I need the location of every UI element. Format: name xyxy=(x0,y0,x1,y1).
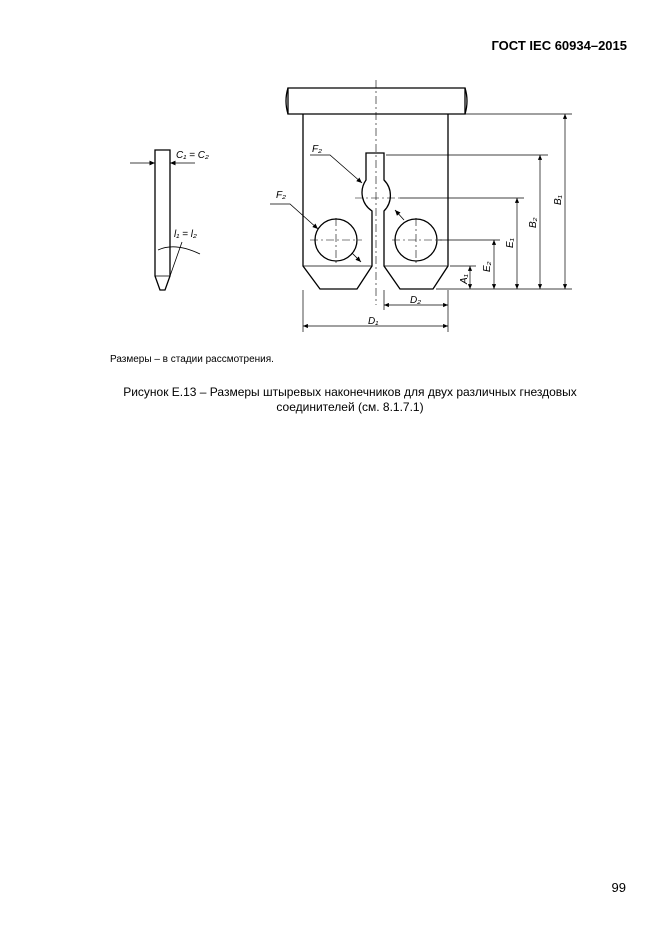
dimensions-note: Размеры – в стадии рассмотрения. xyxy=(110,354,274,365)
label-d2: D₂ xyxy=(410,295,422,306)
label-a1: A₁ xyxy=(459,274,470,284)
label-b2: B₂ xyxy=(528,217,539,228)
label-e2: E₂ xyxy=(482,261,493,272)
vertical-dimensions xyxy=(386,114,572,289)
page-number: 99 xyxy=(611,880,626,895)
caption-line-1: Рисунок Е.13 – Размеры штыревых наконечников для двух различных гнездовых xyxy=(123,385,577,399)
label-e1: E₁ xyxy=(505,238,516,248)
label-f2-upper: F₂ xyxy=(312,144,322,155)
label-f2-lower: F₂ xyxy=(276,190,286,201)
label-c-equal: C₁ = C₂ xyxy=(176,150,209,161)
pin-side-view xyxy=(130,150,200,290)
label-b1: B₁ xyxy=(553,195,564,205)
caption-line-2: соединителей (см. 8.1.7.1) xyxy=(276,400,424,414)
standard-code-header: ГОСТ IEC 60934–2015 xyxy=(491,38,627,53)
label-l-equal: l₁ = l₂ xyxy=(174,229,197,240)
figure-caption xyxy=(60,385,640,415)
pin-front-view xyxy=(286,88,467,289)
label-d1: D₁ xyxy=(368,316,379,327)
